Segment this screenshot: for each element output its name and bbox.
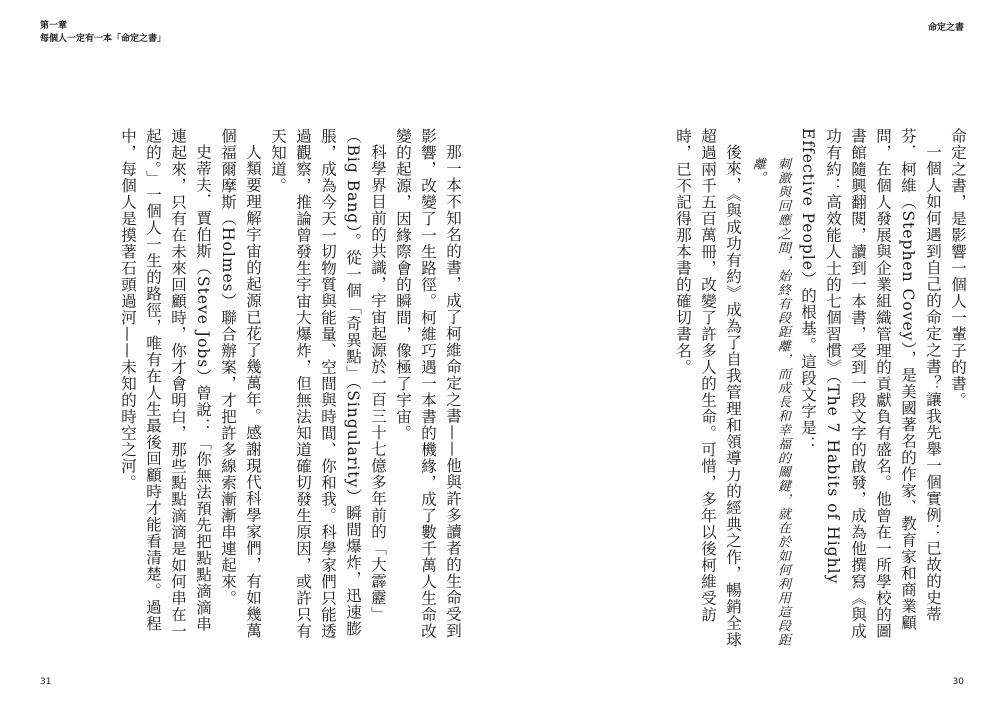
paragraph: 科學界目前的共識，宇宙起源於一百三十七億多年前的「大霹靂」（Big Bang）。從一個「奇異點」（Singularity）瞬間爆炸，迅速膨脹，成為今天一切物質與能量、空間與時間、你和我。科學家們只能透過觀察，推論曾發生宇宙大爆炸，但無法知道確切發生原因，或許只有天知道。: [269, 128, 387, 640]
paragraph: 人類要理解宇宙的起源已花了幾萬年。感謝現代科學家們，有如幾萬個福爾摩斯（Holmes）聯合辦案，才把許多線索漸漸串連起來。: [219, 128, 262, 639]
running-title: 命定之書: [927, 23, 964, 33]
chapter-title: 每個人一定有一本「命定之書」: [40, 34, 167, 44]
page-number-left: 31: [40, 677, 52, 687]
right-page-body: [575, 128, 970, 648]
paragraph: 後來，《與成功有約》成為了自我管理和領導力的經典之作，暢銷全球超過兩千五百萬冊，改變了許多人的生命。可惜，多年以後柯維受訪時，已不記得那本書的確切書名。: [674, 128, 742, 648]
paragraph: 命定之書，是影響一個人一輩子的書。: [949, 128, 967, 409]
paragraph: 史蒂夫．賈伯斯（Steve Jobs）曾說：「你無法預先把點點滴滴串連起來，只有在未來回顧時，你才會明白，那些點點滴滴是如何串在一起的。」一個人一生的路徑，唯有在人生最後回顧時才能看清楚。過程中，每個人是摸著石頭過河——未知的時空之河。: [119, 128, 212, 640]
paragraph: 一個人如何遇到自己的命定之書？讓我先舉一個實例：已故的史蒂芬．柯維（Stephen Covey），是美國著名的作家、教育家和商業顧問，在個人發展與企業組織管理的貢獻負有盛名。他曾在一所學校的圖書館隨興翻閱，讀到一本書，受到一段文字的啟發，成為他撰寫《與成功有約：高效能人士的七個習慣》（The 7 Habits of Highly Effective People）的根基。這段文字是：: [799, 128, 942, 640]
chapter-number: 第一章: [40, 21, 68, 31]
block-quote: 刺激與回應之間，始終有段距離，而成長和幸福的關鍵，就在於如何利用這段距離。: [750, 156, 790, 647]
left-page-body: [60, 128, 465, 648]
page-number-right: 30: [952, 677, 964, 687]
chapter-header: [40, 20, 166, 46]
paragraph: 那一本不知名的書，成了柯維命定之書——他與許多讀者的生命受到影響，改變了一生路徑。柯維巧遇一本書的機緣，成了數千萬人生命改變的起源，因緣際會的瞬間，像極了宇宙。: [394, 128, 462, 640]
